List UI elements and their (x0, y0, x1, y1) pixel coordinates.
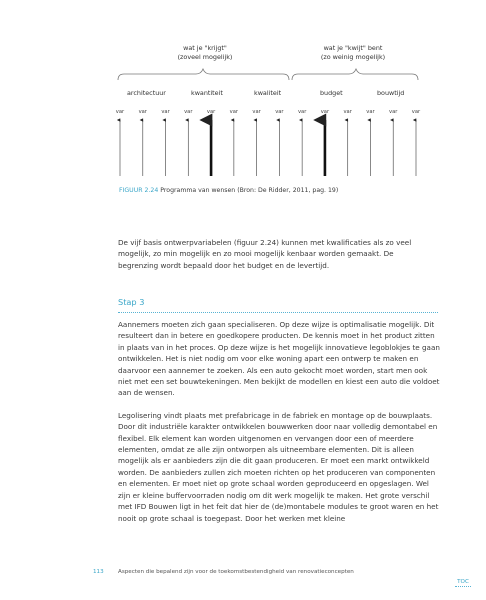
figure-caption (119, 187, 338, 194)
intro-paragraph: De vijf basis ontwerpvariabelen (figuur 2.24) kunnen met kwalificaties als zo veel mogelijk, zo min mogelijk en zo mooi mogelijk kenbaar worden gemaakt. De begrenzing wordt bepaald door het budget en de levertijd. (118, 238, 412, 270)
header-kwijt-line-1: wat je "kwijt" bent (323, 44, 383, 52)
category-bouwtijd: bouwtijd (377, 89, 405, 97)
arrow-label: var (206, 109, 216, 115)
section-title: Stap 3 (118, 297, 145, 307)
category-kwaliteit: kwaliteit (254, 89, 282, 97)
arrow-label: var (297, 109, 307, 115)
running-footer: Aspecten die bepalend zijn voor de toekomstbestendigheid van renovatieconcepten (118, 569, 354, 575)
arrow-label: var (252, 109, 261, 115)
paragraph-1: Aannemers moeten zich gaan specialiseren. Op deze wijze is optimalisatie mogelijk. Dit resulteert dan in betere en goedkopere producten. De kennis moet in het product zitten in plaats van in het proces. Op deze wijze is het mogelijk innovatieve legoblokjes te gaan ontwikkelen. Het is niet nodig om voor elke woning apart een ontwerp te maken en daarvoor een aannemer te zoeken. Als een auto gekocht moet worden, start men ook niet met een set bouwtekeningen. Men bekijkt de modellen en kiest een auto die voldoet aan de wensen. (118, 320, 440, 398)
arrow-label: var (320, 109, 330, 115)
arrow-label: var (161, 109, 170, 115)
header-krijgt-line-2: (zoveel mogelijk) (177, 52, 233, 61)
header-krijgt-line-1: wat je "krijgt" (183, 44, 227, 52)
arrow-label: var (229, 109, 239, 115)
toc-link[interactable] (455, 579, 471, 587)
section-divider (118, 312, 438, 313)
toc-label: TOC (457, 579, 469, 585)
header-kwijt-line-2: (zo weinig mogelijk) (320, 52, 386, 61)
arrow-label: var (275, 109, 284, 115)
paragraph-2: Legolisering vindt plaats met prefabricage in de fabriek en montage op de bouwplaats. Door dit industriële karakter ontwikkelen bouwwerken door naar volledig demontabel en flexibel. Elk element kan worden uitgenomen en vervangen door een of meerdere elementen, omdat ze alle zijn ontworpen als uitneembare elementen. Dit is alleen mogelijk als er aanbieders zijn die dit gaan produceren. Er moet een markt ontwikkeld worden. De aanbieders zullen zich moeten richten op het produceren van componenten en elementen. Er moet niet op grote schaal worden geproduceerd en opgeslagen. Wel zijn er kleine buffervoorraden nodig om dit werk mogelijk te maken. Het grote verschil met IFD Bouwen ligt in het feit dat hier de (de)montabele modules te groot waren en het nooit op grote schaal is toegepast. Door het werken met kleine (118, 410, 439, 523)
arrow-label: var (138, 109, 147, 115)
arrow-label: var (343, 109, 352, 115)
figure-caption-label: FIGUUR 2.24 (119, 187, 159, 194)
figure-caption-text: Programma van wensen (Bron: De Ridder, 2011, pag. 19) (160, 187, 339, 194)
arrow-label: var (411, 109, 421, 115)
arrow-label: var (389, 109, 398, 115)
category-budget: budget (320, 89, 343, 97)
toc-underline (455, 586, 471, 587)
arrow-label: var (366, 109, 375, 115)
page-number: 113 (93, 569, 104, 575)
category-architectuur: architectuur (127, 89, 166, 97)
category-kwantiteit: kwantiteit (191, 89, 223, 97)
section-body (118, 319, 441, 524)
arrow-label: var (115, 109, 125, 115)
arrow-label: var (184, 109, 193, 115)
